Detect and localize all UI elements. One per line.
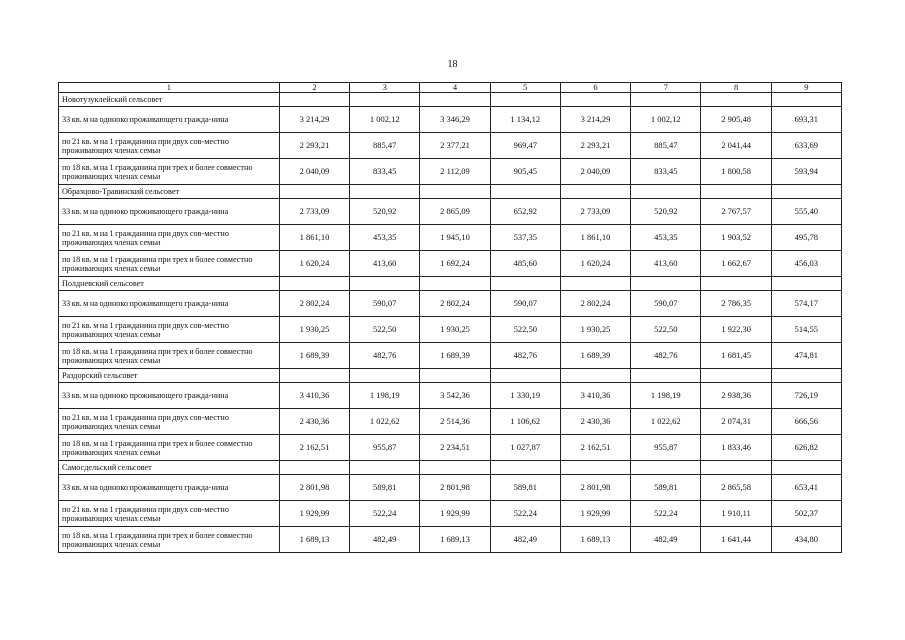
- value-cell: 2 786,35: [701, 291, 771, 317]
- value-cell: 1 689,39: [420, 343, 490, 369]
- column-header: 2: [279, 83, 349, 93]
- value-cell: 2 293,21: [279, 133, 349, 159]
- column-header: 1: [59, 83, 280, 93]
- value-cell: 1 861,10: [279, 225, 349, 251]
- value-cell: 955,87: [350, 435, 420, 461]
- empty-cell: [279, 185, 349, 199]
- value-cell: 1 692,24: [420, 251, 490, 277]
- empty-cell: [631, 369, 701, 383]
- value-cell: 2 112,09: [420, 159, 490, 185]
- value-cell: 2 865,09: [420, 199, 490, 225]
- value-cell: 1 689,13: [420, 527, 490, 553]
- value-cell: 905,45: [490, 159, 560, 185]
- value-cell: 2 801,98: [420, 475, 490, 501]
- value-cell: 413,60: [350, 251, 420, 277]
- value-cell: 2 234,51: [420, 435, 490, 461]
- value-cell: 693,31: [771, 107, 841, 133]
- empty-cell: [771, 461, 841, 475]
- value-cell: 1 022,62: [631, 409, 701, 435]
- value-cell: 885,47: [631, 133, 701, 159]
- value-cell: 2 162,51: [279, 435, 349, 461]
- value-cell: 2 938,36: [701, 383, 771, 409]
- value-cell: 1 903,52: [701, 225, 771, 251]
- empty-cell: [279, 369, 349, 383]
- column-header: 4: [420, 83, 490, 93]
- value-cell: 1 910,11: [701, 501, 771, 527]
- value-cell: 2 074,31: [701, 409, 771, 435]
- value-cell: 1 106,62: [490, 409, 560, 435]
- row-description: по 21 кв. м на 1 гражданина при двух сов-местно проживающих членах семьи: [59, 501, 280, 527]
- value-cell: 1 662,67: [701, 251, 771, 277]
- value-cell: 2 430,36: [279, 409, 349, 435]
- value-cell: 590,07: [350, 291, 420, 317]
- value-cell: 453,35: [350, 225, 420, 251]
- column-header: 6: [560, 83, 630, 93]
- value-cell: 2 040,09: [279, 159, 349, 185]
- value-cell: 3 410,36: [279, 383, 349, 409]
- value-cell: 1 198,19: [350, 383, 420, 409]
- value-cell: 1 800,58: [701, 159, 771, 185]
- value-cell: 955,87: [631, 435, 701, 461]
- empty-cell: [420, 461, 490, 475]
- row-description: по 21 кв. м на 1 гражданина при двух сов-местно проживающих членах семьи: [59, 225, 280, 251]
- value-cell: 833,45: [631, 159, 701, 185]
- empty-cell: [279, 277, 349, 291]
- value-cell: 590,07: [631, 291, 701, 317]
- empty-cell: [701, 93, 771, 107]
- value-cell: 1 620,24: [279, 251, 349, 277]
- empty-cell: [771, 185, 841, 199]
- empty-cell: [350, 185, 420, 199]
- value-cell: 482,49: [631, 527, 701, 553]
- empty-cell: [279, 93, 349, 107]
- value-cell: 522,50: [490, 317, 560, 343]
- section-header-row: [59, 369, 842, 383]
- empty-cell: [420, 185, 490, 199]
- value-cell: 2 802,24: [560, 291, 630, 317]
- value-cell: 434,80: [771, 527, 841, 553]
- value-cell: 522,24: [350, 501, 420, 527]
- table-row: [59, 317, 842, 343]
- value-cell: 1 861,10: [560, 225, 630, 251]
- value-cell: 1 930,25: [420, 317, 490, 343]
- empty-cell: [490, 461, 560, 475]
- value-cell: 2 801,98: [279, 475, 349, 501]
- empty-cell: [701, 277, 771, 291]
- value-cell: 2 514,36: [420, 409, 490, 435]
- column-header: 9: [771, 83, 841, 93]
- table-row: [59, 435, 842, 461]
- section-header-row: [59, 277, 842, 291]
- table-row: [59, 133, 842, 159]
- empty-cell: [560, 93, 630, 107]
- value-cell: 482,49: [350, 527, 420, 553]
- value-cell: 1 641,44: [701, 527, 771, 553]
- value-cell: 1 930,25: [279, 317, 349, 343]
- value-cell: 633,69: [771, 133, 841, 159]
- row-description: по 18 кв. м на 1 гражданина при трех и более совместно проживающих членах семьи: [59, 343, 280, 369]
- value-cell: 2 040,09: [560, 159, 630, 185]
- value-cell: 2 293,21: [560, 133, 630, 159]
- empty-cell: [350, 461, 420, 475]
- value-cell: 574,17: [771, 291, 841, 317]
- value-cell: 555,40: [771, 199, 841, 225]
- row-description: 33 кв. м на одиноко проживающего гражда-нина: [59, 383, 280, 409]
- empty-cell: [350, 369, 420, 383]
- table-row: [59, 251, 842, 277]
- value-cell: 1 689,39: [279, 343, 349, 369]
- table-row: [59, 475, 842, 501]
- row-description: 33 кв. м на одиноко проживающего гражда-нина: [59, 199, 280, 225]
- empty-cell: [771, 369, 841, 383]
- value-cell: 1 689,13: [560, 527, 630, 553]
- row-description: 33 кв. м на одиноко проживающего гражда-нина: [59, 107, 280, 133]
- value-cell: 522,24: [490, 501, 560, 527]
- value-cell: 474,81: [771, 343, 841, 369]
- value-cell: 520,92: [631, 199, 701, 225]
- value-cell: 589,81: [490, 475, 560, 501]
- value-cell: 2 802,24: [420, 291, 490, 317]
- table-row: [59, 383, 842, 409]
- empty-cell: [771, 277, 841, 291]
- value-cell: 626,82: [771, 435, 841, 461]
- value-cell: 485,60: [490, 251, 560, 277]
- empty-cell: [490, 369, 560, 383]
- empty-cell: [560, 461, 630, 475]
- value-cell: 2 733,09: [279, 199, 349, 225]
- value-cell: 514,55: [771, 317, 841, 343]
- value-cell: 1 134,12: [490, 107, 560, 133]
- value-cell: 2 767,57: [701, 199, 771, 225]
- empty-cell: [560, 369, 630, 383]
- empty-cell: [420, 277, 490, 291]
- empty-cell: [350, 277, 420, 291]
- table-row: [59, 199, 842, 225]
- value-cell: 1 930,25: [560, 317, 630, 343]
- table-body: [59, 83, 842, 553]
- value-cell: 453,35: [631, 225, 701, 251]
- value-cell: 2 733,09: [560, 199, 630, 225]
- section-header-row: [59, 461, 842, 475]
- value-cell: 1 689,39: [560, 343, 630, 369]
- section-header-row: [59, 93, 842, 107]
- value-cell: 1 002,12: [631, 107, 701, 133]
- value-cell: 666,56: [771, 409, 841, 435]
- empty-cell: [420, 93, 490, 107]
- value-cell: 726,19: [771, 383, 841, 409]
- table-row: [59, 501, 842, 527]
- value-cell: 2 865,58: [701, 475, 771, 501]
- value-cell: 495,78: [771, 225, 841, 251]
- row-description: по 21 кв. м на 1 гражданина при двух сов-местно проживающих членах семьи: [59, 409, 280, 435]
- value-cell: 482,76: [490, 343, 560, 369]
- value-cell: 2 377,21: [420, 133, 490, 159]
- value-cell: 456,03: [771, 251, 841, 277]
- value-cell: 1 681,45: [701, 343, 771, 369]
- value-cell: 3 346,29: [420, 107, 490, 133]
- section-title: Образцово-Травинский сельсовет: [59, 185, 280, 199]
- value-cell: 482,49: [490, 527, 560, 553]
- data-table: [58, 82, 842, 553]
- value-cell: 969,47: [490, 133, 560, 159]
- row-description: по 21 кв. м на 1 гражданина при двух сов-местно проживающих членах семьи: [59, 133, 280, 159]
- value-cell: 1 620,24: [560, 251, 630, 277]
- page-number: 18: [447, 59, 458, 70]
- table-row: [59, 409, 842, 435]
- value-cell: 1 689,13: [279, 527, 349, 553]
- table-row: [59, 343, 842, 369]
- value-cell: 653,41: [771, 475, 841, 501]
- value-cell: 1 945,10: [420, 225, 490, 251]
- row-description: 33 кв. м на одиноко проживающего гражда-нина: [59, 475, 280, 501]
- value-cell: 1 833,46: [701, 435, 771, 461]
- value-cell: 2 162,51: [560, 435, 630, 461]
- section-header-row: [59, 185, 842, 199]
- value-cell: 2 041,44: [701, 133, 771, 159]
- value-cell: 2 905,48: [701, 107, 771, 133]
- empty-cell: [490, 185, 560, 199]
- row-description: по 21 кв. м на 1 гражданина при двух сов-местно проживающих членах семьи: [59, 317, 280, 343]
- section-title: Полдневский сельсовет: [59, 277, 280, 291]
- column-header: 5: [490, 83, 560, 93]
- value-cell: 502,37: [771, 501, 841, 527]
- empty-cell: [560, 277, 630, 291]
- empty-cell: [701, 185, 771, 199]
- value-cell: 3 214,29: [560, 107, 630, 133]
- empty-cell: [560, 185, 630, 199]
- value-cell: 589,81: [350, 475, 420, 501]
- value-cell: 1 922,30: [701, 317, 771, 343]
- value-cell: 2 801,98: [560, 475, 630, 501]
- table-row: [59, 107, 842, 133]
- table-row: [59, 225, 842, 251]
- section-title: Самосдельский сельсовет: [59, 461, 280, 475]
- value-cell: 522,50: [350, 317, 420, 343]
- value-cell: 590,07: [490, 291, 560, 317]
- row-description: по 18 кв. м на 1 гражданина при трех и более совместно проживающих членах семьи: [59, 435, 280, 461]
- row-description: по 18 кв. м на 1 гражданина при трех и более совместно проживающих членах семьи: [59, 527, 280, 553]
- empty-cell: [701, 461, 771, 475]
- value-cell: 589,81: [631, 475, 701, 501]
- empty-cell: [279, 461, 349, 475]
- value-cell: 2 802,24: [279, 291, 349, 317]
- table-row: [59, 527, 842, 553]
- table-row: [59, 291, 842, 317]
- section-title: Раздорский сельсовет: [59, 369, 280, 383]
- empty-cell: [771, 93, 841, 107]
- value-cell: 1 198,19: [631, 383, 701, 409]
- value-cell: 413,60: [631, 251, 701, 277]
- value-cell: 1 022,62: [350, 409, 420, 435]
- value-cell: 1 002,12: [350, 107, 420, 133]
- row-description: по 18 кв. м на 1 гражданина при трех и более совместно проживающих членах семьи: [59, 159, 280, 185]
- value-cell: 652,92: [490, 199, 560, 225]
- value-cell: 885,47: [350, 133, 420, 159]
- value-cell: 482,76: [350, 343, 420, 369]
- row-description: 33 кв. м на одиноко проживающего гражда-нина: [59, 291, 280, 317]
- value-cell: 2 430,36: [560, 409, 630, 435]
- column-header-row: [59, 83, 842, 93]
- value-cell: 522,24: [631, 501, 701, 527]
- empty-cell: [701, 369, 771, 383]
- empty-cell: [490, 277, 560, 291]
- value-cell: 1 929,99: [279, 501, 349, 527]
- value-cell: 593,94: [771, 159, 841, 185]
- row-description: по 18 кв. м на 1 гражданина при трех и более совместно проживающих членах семьи: [59, 251, 280, 277]
- value-cell: 1 929,99: [560, 501, 630, 527]
- empty-cell: [420, 369, 490, 383]
- value-cell: 3 410,36: [560, 383, 630, 409]
- value-cell: 3 214,29: [279, 107, 349, 133]
- empty-cell: [350, 93, 420, 107]
- empty-cell: [631, 461, 701, 475]
- value-cell: 3 542,36: [420, 383, 490, 409]
- empty-cell: [631, 185, 701, 199]
- value-cell: 1 929,99: [420, 501, 490, 527]
- column-header: 3: [350, 83, 420, 93]
- section-title: Новотузуклейский сельсовет: [59, 93, 280, 107]
- table-row: [59, 159, 842, 185]
- value-cell: 482,76: [631, 343, 701, 369]
- column-header: 7: [631, 83, 701, 93]
- value-cell: 520,92: [350, 199, 420, 225]
- empty-cell: [631, 277, 701, 291]
- value-cell: 833,45: [350, 159, 420, 185]
- value-cell: 1 330,19: [490, 383, 560, 409]
- value-cell: 1 027,87: [490, 435, 560, 461]
- value-cell: 522,50: [631, 317, 701, 343]
- value-cell: 537,35: [490, 225, 560, 251]
- empty-cell: [631, 93, 701, 107]
- column-header: 8: [701, 83, 771, 93]
- empty-cell: [490, 93, 560, 107]
